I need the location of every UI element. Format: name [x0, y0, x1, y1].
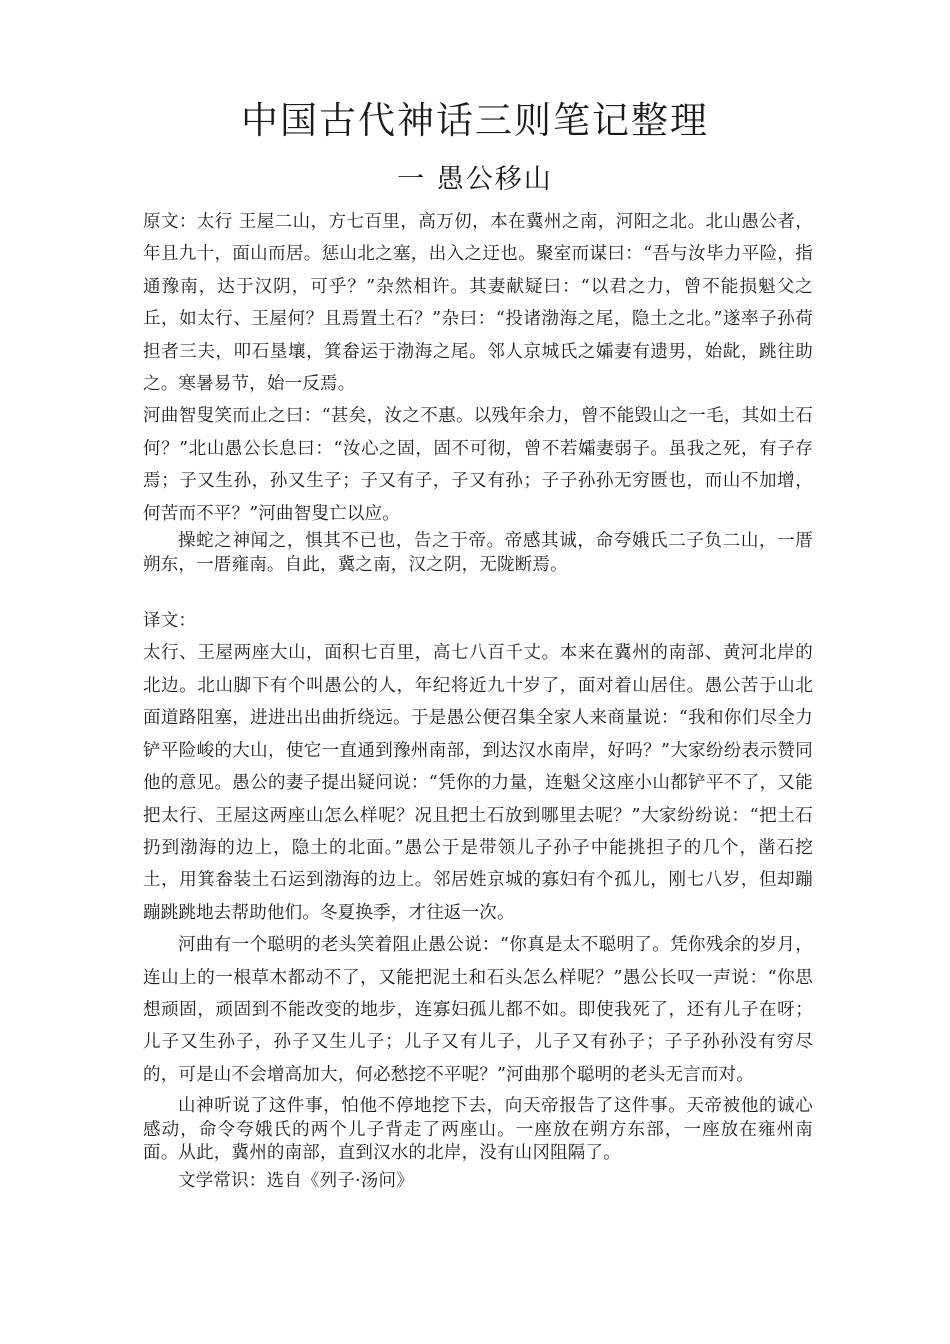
section-title: 一 愚公移山 [397, 164, 553, 195]
translation-paragraph-1: 太行、王屋两座大山，面积七百里，高七八百千丈。本来在冀州的南部、黄河北岸的北边。北山脚下有个叫愚公的人，年纪将近九十岁了，面对着山居住。愚公苦于山北面道路阻塞，进进出出曲折绕远。于是愚公便召集全家人来商量说：“我和你们尽全力铲平险峻的大山，使它一直通到豫州南部，到达汉水南岸，好吗？”大家纷纷表示赞同他的意见。愚公的妻子提出疑问说：“凭你的力量，连魁父这座小山都铲平不了，又能把太行、王屋这两座山怎么样呢？况且把土石放到哪里去呢？”大家纷纷说：“把土石扔到渤海的边上，隐土的北面。”愚公于是带领儿子孙子中能挑担子的几个，凿石挖土，用箕畚装土石运到渤海的边上。邻居姓京城的寡妇有个孤儿，刚七八岁，但却蹦蹦跳跳地去帮助他们。冬夏换季，才往返一次。 [143, 643, 813, 923]
original-paragraph-1: 原文：太行 王屋二山，方七百里，高万仞，本在冀州之南，河阳之北。北山愚公者，年且九十，面山而居。惩山北之塞，出入之迂也。聚室而谋曰：“吾与汝毕力平险，指通豫南，达于汉阴，可乎？”杂然相许。其妻献疑曰：“以君之力，曾不能损魁父之丘，如太行、王屋何？且焉置土石？”杂曰：“投诸渤海之尾，隐土之北。”遂率子孙荷担者三夫，叩石垦壤，箕畚运于渤海之尾。邻人京城氏之孀妻有遗男，始龀，跳往助之。寒暑易节，始一反焉。 [143, 212, 813, 395]
document-title: 中国古代神话三则笔记整理 [241, 99, 709, 142]
translation-paragraph-2: 河曲有一个聪明的老头笑着阻止愚公说：“你真是太不聪明了。凭你残余的岁月，连山上的一根草木都动不了，又能把泥土和石头怎么样呢？”愚公长叹一声说：“你思想顽固，顽固到不能改变的地步，连寡妇孤儿都不如。即使我死了，还有儿子在呀；儿子又生孙子，孙子又生儿子；儿子又有儿子，儿子又有孙子；子子孙孙没有穷尽的，可是山不会增高加大，何必愁挖不平呢？”河曲那个聪明的老头无言而对。 [143, 935, 813, 1085]
literary-note: 文学常识：选自《列子·汤问》 [178, 1170, 414, 1191]
original-paragraph-3: 操蛇之神闻之，惧其不已也，告之于帝。帝感其诚，命夸娥氏二子负二山，一厝朔东，一厝雍南。自此，冀之南，汉之阴，无陇断焉。 [143, 531, 813, 575]
translation-label: 译文： [143, 611, 197, 632]
translation-paragraph-3: 山神听说了这件事，怕他不停地挖下去，向天帝报告了这件事。天帝被他的诚心感动，命令夸娥氏的两个儿子背走了两座山。一座放在朔方东部，一座放在雍州南面。从此，冀州的南部，直到汉水的北岸，没有山冈阻隔了。 [143, 1096, 813, 1164]
document-body [143, 206, 813, 1193]
spacer [143, 577, 813, 605]
original-paragraph-2: 河曲智叟笑而止之曰：“甚矣，汝之不惠。以残年余力，曾不能毁山之一毛，其如土石何？”北山愚公长息曰：“汝心之固，固不可彻，曾不若孀妻弱子。虽我之死，有子存焉；子又生孙，孙又生子；子又有子，子又有孙；子子孙孙无穷匮也，而山不加增，何苦而不平？”河曲智叟亡以应。 [143, 406, 813, 524]
